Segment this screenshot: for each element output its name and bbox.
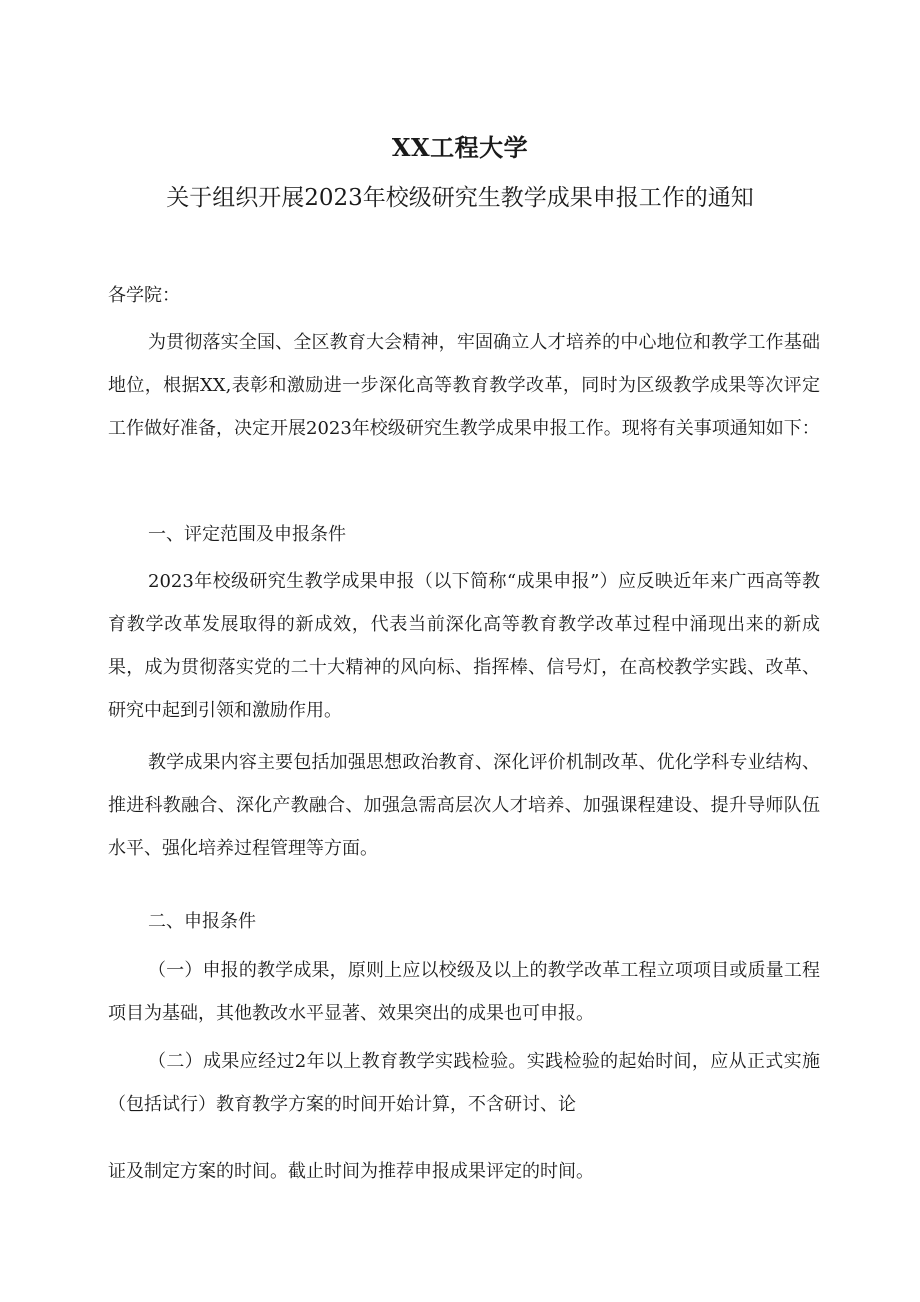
salutation: 各学院： <box>108 285 180 306</box>
section2-item-2: （二）成果应经过2年以上教育教学实践检验。实践检验的起始时间，应从正式实施（包括试行）教育教学方案的时间开始计算，不含研讨、论 <box>108 1051 820 1115</box>
document-title-university: XX工程大学 <box>391 133 529 162</box>
section1-paragraph-1: 2023年校级研究生教学成果申报（以下简称“成果申报”）应反映近年来广西高等教育教学改革发展取得的新成效，代表当前深化高等教育教学改革过程中涌现出来的新成果，成为贯彻落实党的二十大精神的风向标、指挥棒、信号灯，在高校教学实践、改革、研究中起到引领和激励作用。 <box>108 571 820 721</box>
section-heading-conditions: 二、申报条件 <box>148 911 256 932</box>
section2-item-1: （一）申报的教学成果，原则上应以校级及以上的教学改革工程立项项目或质量工程项目为基础，其他教改水平显著、效果突出的成果也可申报。 <box>108 960 820 1024</box>
intro-paragraph: 为贯彻落实全国、全区教育大会精神，牢固确立人才培养的中心地位和教学工作基础地位，根据XX,表彰和激励进一步深化高等教育教学改革，同时为区级教学成果等次评定工作做好准备，决定开展2023年校级研究生教学成果申报工作。现将有关事项通知如下： <box>108 332 820 439</box>
section-heading-scope: 一、评定范围及申报条件 <box>148 524 346 545</box>
document-title-notice: 关于组织开展2023年校级研究生教学成果申报工作的通知 <box>166 185 754 211</box>
section2-item-2-continuation: 证及制定方案的时间。截止时间为推荐申报成果评定的时间。 <box>108 1161 594 1182</box>
section1-paragraph-2: 教学成果内容主要包括加强思想政治教育、深化评价机制改革、优化学科专业结构、推进科教融合、深化产教融合、加强急需高层次人才培养、加强课程建设、提升导师队伍水平、强化培养过程管理等方面。 <box>108 752 820 859</box>
